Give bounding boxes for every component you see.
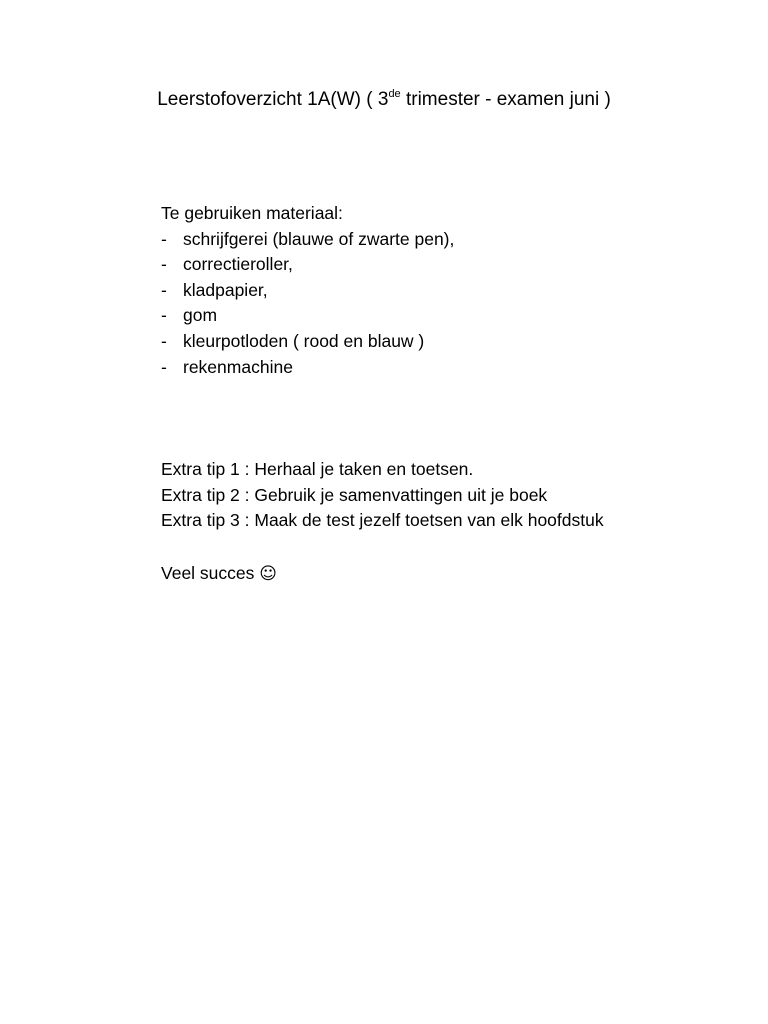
list-item-text: schrijfgerei (blauwe of zwarte pen), — [183, 228, 455, 249]
list-item-text: gom — [183, 305, 218, 326]
list-item-text: kleurpotloden ( rood en blauw ) — [183, 330, 425, 351]
materials-list — [161, 227, 454, 381]
list-item-text: rekenmachine — [183, 356, 293, 377]
list-bullet: - — [161, 228, 167, 249]
list-item — [161, 355, 454, 381]
tip-3: Extra tip 3 : Maak de test jezelf toetsen van elk hoofdstuk — [161, 510, 604, 531]
materials-heading: Te gebruiken materiaal: — [161, 203, 343, 223]
list-bullet: - — [161, 305, 167, 326]
smiley-icon: ☺ — [259, 564, 277, 584]
list-item — [161, 329, 454, 355]
tips-section — [161, 457, 604, 534]
list-item — [161, 252, 454, 278]
tip-1: Extra tip 1 : Herhaal je taken en toetsen. — [161, 459, 474, 479]
materials-section — [161, 201, 454, 380]
list-bullet: - — [161, 279, 167, 300]
closing-text: Veel succes — [161, 563, 260, 583]
list-item-text: kladpapier, — [183, 279, 268, 300]
title-rest: trimester - examen juni ) — [400, 89, 611, 110]
closing-line — [161, 561, 277, 588]
list-item — [161, 303, 454, 329]
title-main: Leerstofoverzicht 1A(W) ( 3 — [157, 89, 389, 110]
list-item — [161, 278, 454, 304]
tip-2: Extra tip 2 : Gebruik je samenvattingen uit je boek — [161, 484, 548, 505]
list-bullet: - — [161, 330, 167, 351]
list-item — [161, 227, 454, 253]
document-title — [0, 86, 768, 114]
list-bullet: - — [161, 254, 167, 275]
title-superscript: de — [388, 88, 401, 100]
list-item-text: correctieroller, — [183, 254, 293, 275]
list-bullet: - — [161, 356, 167, 377]
